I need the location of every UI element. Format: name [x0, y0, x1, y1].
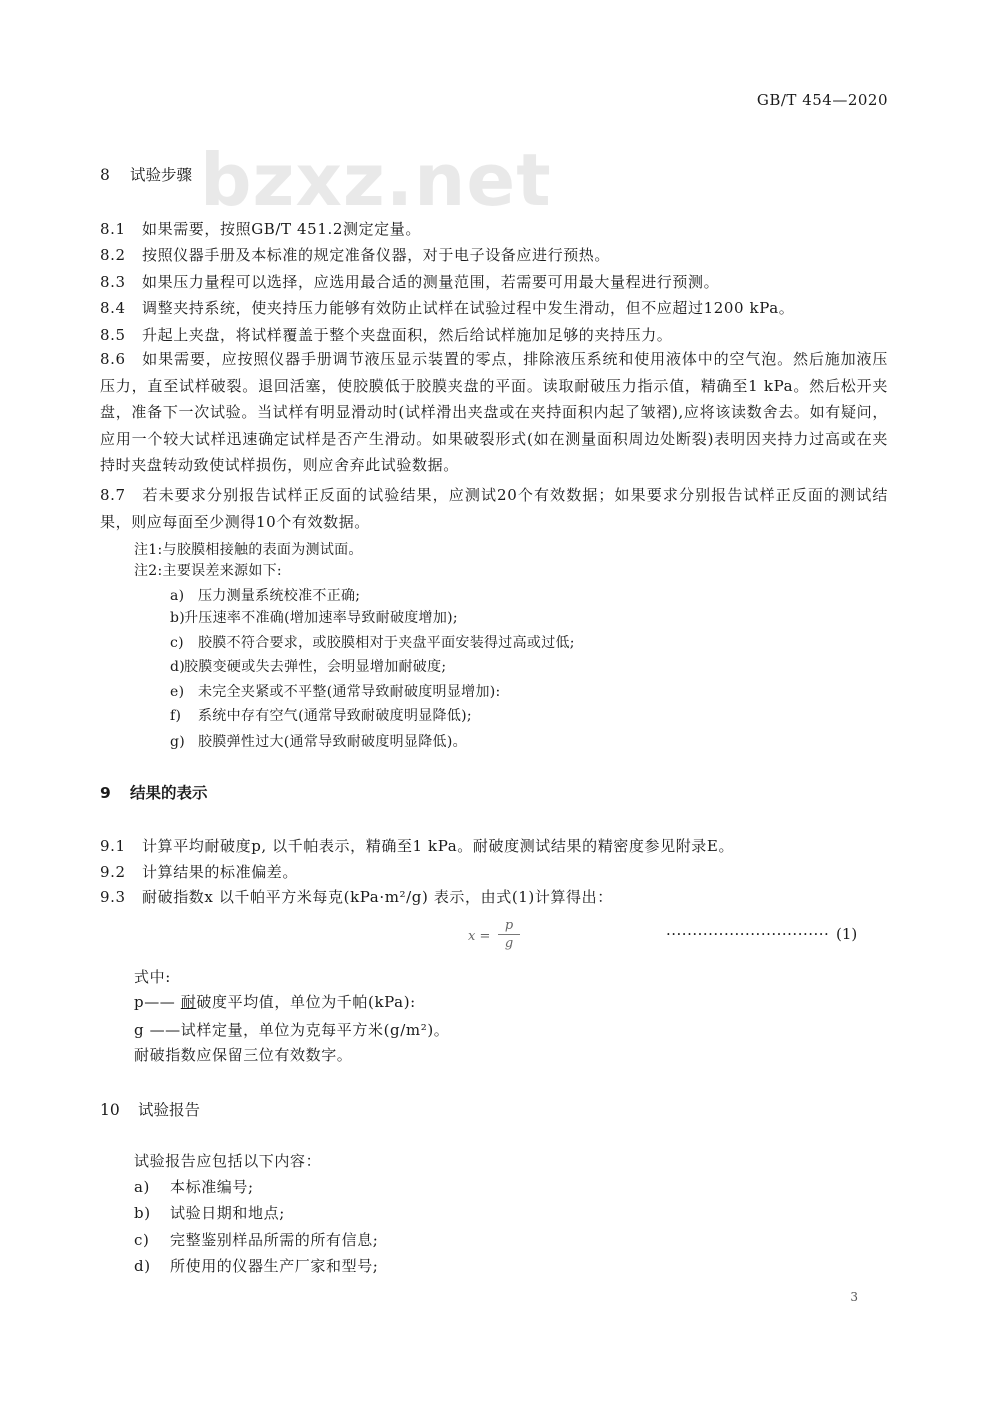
clause-8-6 — [100, 346, 888, 479]
clause-id: 9.1 — [100, 837, 126, 855]
item-tag: b) — [134, 1204, 151, 1222]
item-tag: c) — [134, 1231, 150, 1249]
section-title: 试验步骤 — [130, 166, 193, 184]
note-2: 注2:主要误差来源如下: — [134, 563, 282, 579]
clause-text: 计算平均耐破度p, 以千帕表示，精确至1 kPa。耐破度测试结果的精密度参见附录E。 — [142, 837, 735, 855]
clause-8-5 — [100, 324, 672, 345]
clause-text: 调整夹持系统，使夹持压力能够有效防止试样在试验过程中发生滑动，但不应超过1200 kPa。 — [142, 299, 795, 317]
report-item-d — [134, 1255, 378, 1276]
clause-id: 9.2 — [100, 863, 126, 881]
watermark: bzxz.net — [200, 138, 552, 222]
clause-9-3 — [100, 886, 613, 907]
clause-9-2 — [100, 861, 298, 882]
section-number: 9 — [100, 784, 111, 802]
page-number: 3 — [850, 1290, 858, 1304]
report-intro: 试验报告应包括以下内容： — [134, 1152, 322, 1170]
item-tag: a) — [134, 1178, 150, 1196]
report-item-b — [134, 1202, 285, 1223]
item-tag: e) — [170, 684, 185, 700]
significant-figures-remark: 耐破指数应保留三位有效数字。 — [134, 1046, 353, 1064]
error-item-a — [170, 585, 360, 605]
item-text: 升压速率不准确(增加速率导致耐破度增加); — [184, 610, 458, 626]
clause-text: 若未要求分别报告试样正反面的试验结果，应测试20个有效数据；如果要求分别报告试样正反面的测试结果，则应每面至少测得10个有效数据。 — [100, 486, 888, 531]
item-text: 压力测量系统校准不正确; — [198, 588, 361, 604]
section-8-heading — [100, 163, 192, 185]
item-tag: g) — [170, 734, 186, 750]
formula-leader-dots: ······························· — [666, 925, 830, 943]
fraction-bar — [498, 934, 520, 935]
item-text: 系统中存有空气(通常导致耐破度明显降低); — [198, 708, 472, 724]
report-item-a — [134, 1176, 254, 1197]
item-text: 胶膜变硬或失去弹性，会明显增加耐破度; — [184, 659, 447, 675]
error-item-e — [170, 681, 501, 701]
formula-denominator: g — [504, 936, 514, 951]
clause-text: 计算结果的标准偏差。 — [142, 863, 299, 881]
standard-number: GB/T 454—2020 — [756, 91, 888, 109]
clause-id: 9.3 — [100, 888, 126, 906]
item-text: 所使用的仪器生产厂家和型号; — [170, 1257, 379, 1275]
error-item-g — [170, 731, 467, 751]
variable-p-text: 破度平均值，单位为千帕(kPa): — [196, 993, 416, 1011]
clause-id: 8.7 — [100, 486, 126, 504]
clause-text: 如果压力量程可以选择，应选用最合适的测量范围，若需要可用最大量程进行预测。 — [142, 273, 720, 291]
error-item-f — [170, 705, 472, 725]
error-item-c — [170, 632, 575, 652]
section-number: 10 — [100, 1101, 120, 1119]
variable-p-underlined: 耐 — [180, 993, 197, 1011]
formula-numerator: p — [504, 918, 514, 933]
error-item-b — [170, 607, 458, 627]
clause-8-1 — [100, 218, 421, 239]
variable-p-symbol: p—— — [134, 993, 181, 1011]
clause-text: 如果需要，应按照仪器手册调节液压显示装置的零点，排除液压系统和使用液体中的空气泡。然后施加液压压力，直至试样破裂。退回活塞，使胶膜低于胶膜夹盘的平面。读取耐破压力指示值，精确至1 kPa。然后松开夹盘，准备下一次试验。当试样有明显滑动时(试样滑出夹盘或在夹持面积内起了皱褶),应将该读数舍去。如有疑问，应用一个较大试样迅速确定试样是否产生滑动。如果破裂形式(如在测量面积周边处断裂)表明因夹持力过高或在夹持时夹盘转动致使试样损伤，则应舍弃此试验数据。 — [100, 350, 888, 474]
error-item-d — [170, 656, 446, 676]
clause-id: 8.2 — [100, 246, 126, 264]
clause-text: 耐破指数x 以千帕平方米每克(kPa·m²/g) 表示，由式(1)计算得出： — [142, 888, 613, 906]
item-text: 完整鉴别样品所需的所有信息; — [170, 1231, 379, 1249]
item-text: 本标准编号; — [170, 1178, 254, 1196]
item-text: 胶膜弹性过大(通常导致耐破度明显降低)。 — [198, 734, 467, 750]
variable-p-definition — [134, 991, 416, 1012]
equation-number: (1) — [836, 925, 858, 943]
clause-text: 升起上夹盘，将试样覆盖于整个夹盘面积，然后给试样施加足够的夹持压力。 — [142, 326, 673, 344]
item-tag: f) — [170, 708, 182, 724]
formula-lhs: x = — [468, 929, 491, 944]
clause-text: 按照仪器手册及本标准的规定准备仪器，对于电子设备应进行预热。 — [142, 246, 611, 264]
clause-9-1 — [100, 835, 734, 856]
item-text: 试验日期和地点; — [170, 1204, 285, 1222]
clause-8-7 — [100, 482, 888, 535]
clause-8-3 — [100, 271, 719, 292]
item-tag: b) — [170, 610, 186, 626]
item-tag: a) — [170, 588, 185, 604]
item-text: 未完全夹紧或不平整(通常导致耐破度明显增加): — [198, 684, 501, 700]
item-tag: c) — [170, 635, 184, 651]
section-9-heading — [100, 781, 208, 803]
section-10-heading — [100, 1098, 200, 1120]
clause-8-2 — [100, 244, 610, 265]
item-tag: d) — [134, 1257, 151, 1275]
item-text: 胶膜不符合要求，或胶膜相对于夹盘平面安装得过高或过低; — [198, 635, 575, 651]
clause-id: 8.6 — [100, 350, 126, 368]
formula-fraction — [498, 918, 520, 951]
clause-id: 8.4 — [100, 299, 126, 317]
variable-g-definition: g ——试样定量，单位为克每平方米(g/m²)。 — [134, 1021, 450, 1039]
note-1: 注1:与胶膜相接触的表面为测试面。 — [134, 542, 363, 558]
section-title: 试验报告 — [138, 1101, 201, 1119]
clause-text: 如果需要，按照GB/T 451.2测定定量。 — [142, 220, 421, 238]
report-item-c — [134, 1229, 378, 1250]
item-tag: d) — [170, 659, 186, 675]
clause-id: 8.1 — [100, 220, 126, 238]
where-label: 式中: — [134, 968, 171, 986]
clause-id: 8.3 — [100, 273, 126, 291]
formula-1 — [468, 918, 524, 962]
clause-8-4 — [100, 297, 794, 318]
clause-id: 8.5 — [100, 326, 126, 344]
section-number: 8 — [100, 166, 110, 184]
section-title: 结果的表示 — [130, 784, 208, 802]
